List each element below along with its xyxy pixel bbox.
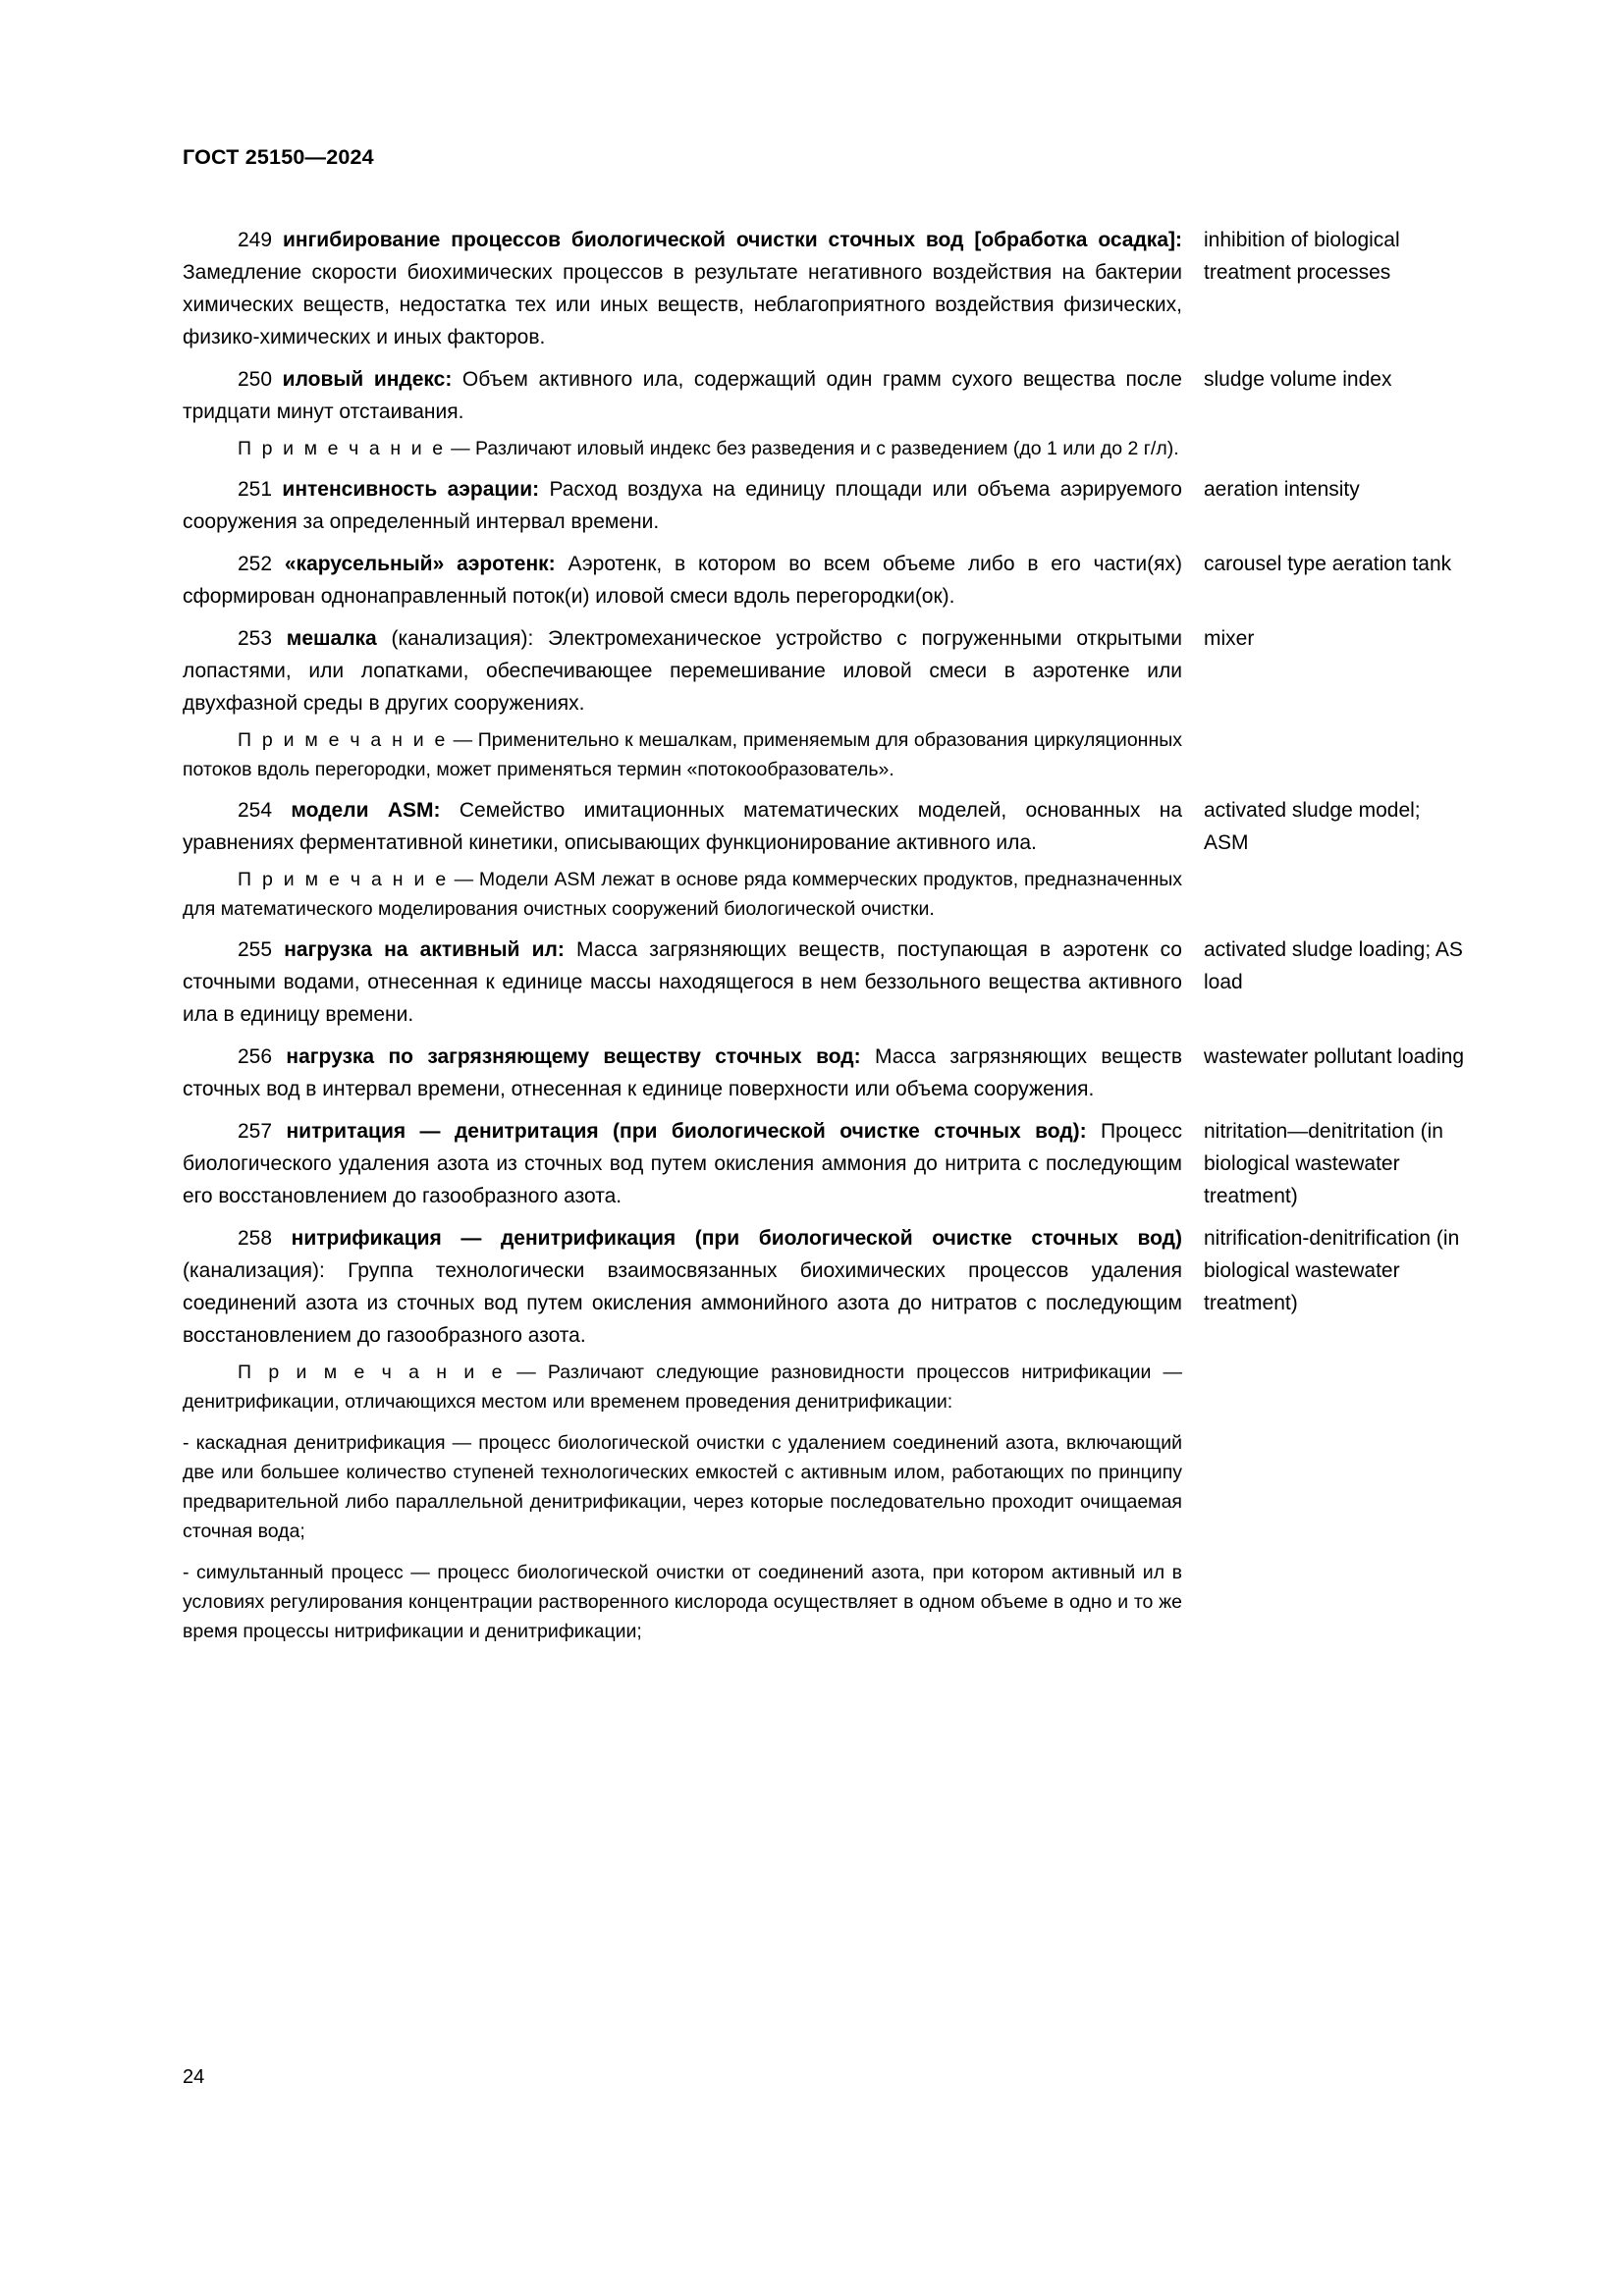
- entry-definition: Семейство имитационных математических моделей, основанных на уравнениях ферментативной кинетики, описывающих функционирование активного ила.: [183, 799, 1182, 854]
- definition-text-ru: [183, 1222, 1204, 1352]
- definition-text-en: sludge volume index: [1204, 368, 1392, 391]
- definition-text-en: wastewater pollutant loading: [1204, 1045, 1465, 1068]
- definition-text-ru: [183, 794, 1204, 859]
- definition-entry: [183, 1115, 1469, 1212]
- entry-number: 251: [238, 478, 273, 501]
- entry-number: 250: [238, 368, 273, 391]
- entry-number: 253: [238, 627, 273, 650]
- note-text: — Различают иловый индекс без разведения и с разведением (до 1 или до 2 г/л).: [445, 438, 1179, 459]
- entry-number: 256: [238, 1045, 273, 1068]
- entry-note: [183, 725, 1204, 784]
- entry-definition: (канализация): Группа технологически взаимосвязанных биохимических процессов удаления соединений азота из сточных вод путем окисления аммонийного азота до нитратов с последующим восстановлением до газообразного азота.: [183, 1259, 1182, 1347]
- note-label: П р и м е ч а н и е: [238, 1362, 506, 1383]
- entry-definition: Масса загрязняющих веществ сточных вод в интервал времени, отнесенная к единице поверхности или объема сооружения.: [183, 1045, 1182, 1100]
- entry-term: нагрузка на активный ил:: [284, 938, 565, 961]
- note-label: П р и м е ч а н и е: [238, 729, 448, 751]
- entry-number: 255: [238, 938, 273, 961]
- entry-definition: Объем активного ила, содержащий один грамм сухого вещества после тридцати минут отстаивания.: [183, 368, 1182, 423]
- definition-text-ru: [183, 224, 1204, 353]
- entry-note: [183, 865, 1204, 924]
- definition-text-en: nitrification-denitrification (in biological wastewater treatment): [1204, 1227, 1460, 1314]
- note-label: П р и м е ч а н и е: [238, 438, 446, 459]
- note-item-text: - каскадная денитрификация — процесс биологической очистки с удалением соединений азота, включающий две или большее количество ступеней технологических емкостей с активным илом, работающих по принципу предварительной либо параллельной денитрификации, через которые последовательно проходит очищаемая сточная вода;: [183, 1432, 1182, 1542]
- entry-definition: Аэротенк, в котором во всем объеме либо в его части(ях) сформирован однонаправленный поток(и) иловой смеси вдоль перегородки(ок).: [183, 553, 1182, 608]
- entry-term: интенсивность аэрации:: [282, 478, 540, 501]
- entry-definition: Замедление скорости биохимических процессов в результате негативного воздействия на бактерии химических веществ, недостатка тех или иных веществ, неблагоприятного воздействия физических, физико-химических и иных факторов.: [183, 261, 1182, 348]
- entry-term: «карусельный» аэротенк:: [284, 553, 556, 575]
- definition-entry: [183, 1222, 1469, 1352]
- definition-text-ru: [183, 473, 1204, 538]
- note-text: — Применительно к мешалкам, применяемым для образования циркуляционных потоков вдоль перегородки, может применяться термин «потокообразователь».: [183, 729, 1182, 780]
- page-number: 24: [183, 2066, 205, 2088]
- entry-number: 249: [238, 229, 273, 251]
- entry-term: нитрификация — денитрификация (при биологической очистке сточных вод): [291, 1227, 1182, 1250]
- definition-entry: [183, 363, 1469, 428]
- definition-text-en: activated sludge model; ASM: [1204, 799, 1421, 854]
- entry-term: мешалка: [286, 627, 377, 650]
- entry-definition: (канализация): Электромеханическое устройство с погруженными открытыми лопастями, или лопатками, обеспечивающее перемешивание иловой смеси в аэротенке или двухфазной среды в других сооружениях.: [183, 627, 1182, 715]
- note-item-text: - симультанный процесс — процесс биологической очистки от соединений азота, при котором активный ил в условиях регулирования концентрации растворенного кислорода осуществляет в одном объеме в одно и то же время процессы нитрификации и денитрификации;: [183, 1562, 1182, 1642]
- definition-text-en: carousel type aeration tank: [1204, 553, 1452, 575]
- definition-text-ru: [183, 1041, 1204, 1105]
- entry-number: 257: [238, 1120, 273, 1143]
- definition-entry: [183, 473, 1469, 538]
- definition-text-en: mixer: [1204, 627, 1255, 650]
- note-list-item: [183, 1558, 1204, 1646]
- entry-note: [183, 434, 1204, 463]
- entry-number: 252: [238, 553, 273, 575]
- entry-term: нитритация — денитритация (при биологической очистке сточных вод):: [286, 1120, 1087, 1143]
- definition-text-en: nitritation—denitritation (in biological wastewater treatment): [1204, 1120, 1443, 1207]
- page-header: ГОСТ 25150—2024: [183, 145, 374, 169]
- note-text: — Различают следующие разновидности процессов нитрификации — денитрификации, отличающихся местом или временем проведения денитрификации:: [183, 1362, 1182, 1413]
- entry-number: 258: [238, 1227, 273, 1250]
- definition-text-ru: [183, 1115, 1204, 1212]
- definition-entry: [183, 224, 1469, 353]
- entry-term: ингибирование процессов биологической очистки сточных вод [обработка осадка]:: [282, 229, 1182, 251]
- definition-entry: [183, 934, 1469, 1031]
- entry-term: нагрузка по загрязняющему веществу сточных вод:: [286, 1045, 861, 1068]
- definition-entry: [183, 548, 1469, 613]
- definition-text-ru: [183, 363, 1204, 428]
- entry-definition: Расход воздуха на единицу площади или объема аэрируемого сооружения за определенный интервал времени.: [183, 478, 1182, 533]
- entry-term: модели ASM:: [291, 799, 441, 822]
- note-list-item: [183, 1428, 1204, 1546]
- definition-entry: [183, 794, 1469, 859]
- definition-text-en: activated sludge loading; AS load: [1204, 938, 1463, 993]
- entry-definition: Масса загрязняющих веществ, поступающая в аэротенк со сточными водами, отнесенная к единице массы находящегося в нем беззольного вещества активного ила в единицу времени.: [183, 938, 1182, 1026]
- definition-text-ru: [183, 934, 1204, 1031]
- entry-term: иловый индекс:: [282, 368, 453, 391]
- entry-note: [183, 1358, 1204, 1416]
- definition-text-en: inhibition of biological treatment processes: [1204, 229, 1400, 284]
- note-text: — Модели ASM лежат в основе ряда коммерческих продуктов, предназначенных для математического моделирования очистных сооружений биологической очистки.: [183, 869, 1182, 920]
- document-content: [183, 224, 1469, 1652]
- entry-number: 254: [238, 799, 273, 822]
- definition-text-ru: [183, 622, 1204, 720]
- definition-entry: [183, 1041, 1469, 1105]
- definition-entry: [183, 622, 1469, 720]
- entry-definition: Процесс биологического удаления азота из сточных вод путем окисления аммония до нитрита с последующим его восстановлением до газообразного азота.: [183, 1120, 1182, 1207]
- note-label: П р и м е ч а н и е: [238, 869, 449, 890]
- definition-text-en: aeration intensity: [1204, 478, 1360, 501]
- definition-text-ru: [183, 548, 1204, 613]
